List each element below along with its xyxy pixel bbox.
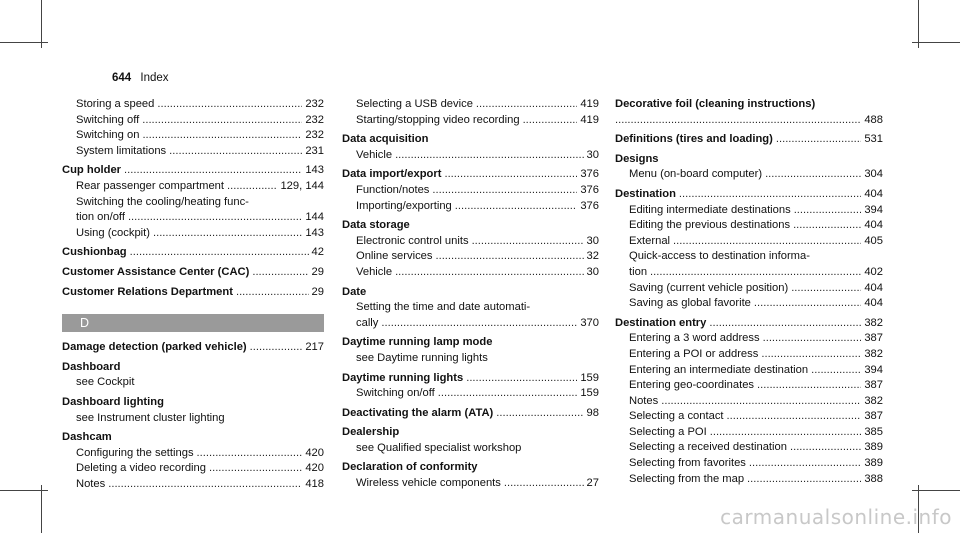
dot-leader	[496, 406, 583, 422]
index-subentry-label: Switching on/off	[356, 387, 435, 400]
page-reference: 29	[311, 265, 324, 278]
page-reference: 420	[305, 446, 324, 459]
index-subentry-text: Switching the cooling/heating func-	[76, 195, 249, 208]
page-reference: 394	[864, 363, 883, 376]
page-reference: 159	[580, 371, 599, 384]
index-entry-label: Data import/export	[342, 168, 442, 181]
page-reference: 98	[586, 406, 599, 419]
index-entry	[62, 340, 324, 356]
dot-leader	[661, 394, 861, 410]
index-subentry	[62, 97, 324, 113]
index-entry-label: Destination entry	[615, 316, 707, 329]
dot-leader	[197, 446, 303, 462]
index-entry	[342, 285, 599, 301]
page-reference: 385	[864, 425, 883, 438]
index-subentry	[615, 363, 883, 379]
dot-leader	[381, 316, 577, 332]
dot-leader	[709, 316, 861, 332]
page-reference: 389	[864, 457, 883, 470]
index-entry	[62, 245, 324, 261]
dot-leader	[252, 265, 308, 281]
index-column-1	[62, 97, 324, 492]
dot-leader	[142, 113, 302, 129]
see-reference: see Instrument cluster lighting	[76, 411, 225, 424]
dot-leader	[673, 234, 861, 250]
page-reference: 27	[586, 477, 599, 490]
index-entry-label: Dashcam	[62, 431, 112, 444]
index-subentry	[342, 234, 599, 250]
index-entry	[615, 97, 883, 113]
page-reference: 32	[586, 250, 599, 263]
index-subentry	[342, 316, 599, 332]
index-entry-label: Damage detection (parked vehicle)	[62, 341, 247, 354]
page-reference: 232	[305, 129, 324, 142]
index-subentry	[62, 461, 324, 477]
index-subentry	[615, 409, 883, 425]
index-entry	[342, 132, 599, 148]
page-reference: 404	[864, 281, 883, 294]
dot-leader	[153, 226, 302, 242]
index-subentry	[62, 179, 324, 195]
dot-leader	[615, 113, 861, 129]
index-entry	[62, 265, 324, 281]
index-subentry-label: Editing the previous destinations	[629, 219, 791, 232]
dot-leader	[811, 363, 861, 379]
index-subentry-label: Selecting a contact	[629, 410, 724, 423]
index-entry-label: Daytime running lamp mode	[342, 336, 493, 349]
index-subentry-label: Selecting from favorites	[629, 457, 746, 470]
dot-leader	[209, 461, 302, 477]
page-reference: 387	[864, 332, 883, 345]
dot-leader	[650, 265, 861, 281]
index-subentry-label: Selecting a USB device	[356, 98, 473, 110]
dot-leader	[793, 218, 861, 234]
dot-leader	[727, 409, 862, 425]
index-entry	[615, 316, 883, 332]
index-subentry	[342, 386, 599, 402]
dot-leader	[435, 249, 583, 265]
dot-leader	[523, 113, 578, 129]
index-subentry	[342, 148, 599, 164]
index-entry	[342, 460, 599, 476]
page-reference: 304	[864, 168, 883, 181]
index-entry-label: Date	[342, 285, 367, 298]
page-reference: 42	[311, 246, 324, 259]
page-reference: 404	[864, 297, 883, 310]
index-entry	[62, 395, 324, 411]
index-subentry	[62, 210, 324, 226]
page-reference: 376	[580, 183, 599, 196]
page-reference: 232	[305, 98, 324, 110]
index-subentry-label: Notes	[76, 477, 106, 490]
crop-mark	[912, 490, 960, 491]
index-subentry-label: Saving as global favorite	[629, 297, 751, 310]
index-subentry-label: Wireless vehicle components	[356, 477, 501, 490]
page-reference: 387	[864, 379, 883, 392]
dot-leader	[765, 167, 861, 183]
index-subentry	[615, 234, 883, 250]
page-reference: 129, 144	[280, 179, 324, 192]
index-entry-label: Declaration of conformity	[342, 461, 478, 474]
index-subentry-text: Setting the time and date automati-	[356, 301, 531, 314]
index-entry-label: Data acquisition	[342, 133, 429, 146]
page-reference: 382	[864, 394, 883, 407]
index-subentry-label: Function/notes	[356, 183, 430, 196]
index-subentry	[342, 97, 599, 113]
dot-leader	[124, 163, 302, 179]
index-entry-label: Deactivating the alarm (ATA)	[342, 406, 494, 419]
index-entry	[342, 425, 599, 441]
index-entry-label: Destination	[615, 187, 676, 200]
crop-mark	[0, 42, 48, 43]
page-reference: 382	[864, 347, 883, 360]
index-subentry-label: cally	[356, 316, 379, 329]
index-subentry-label: tion	[629, 265, 648, 278]
dot-leader	[790, 440, 861, 456]
index-subentry-label: Switching off	[76, 113, 140, 126]
dot-leader	[472, 234, 584, 250]
index-subentry-label: Selecting a received destination	[629, 441, 787, 454]
index-subentry	[342, 249, 599, 265]
index-subentry	[615, 296, 883, 312]
page-reference: 420	[305, 462, 324, 475]
index-entry	[342, 218, 599, 234]
crop-mark	[0, 490, 48, 491]
index-entry-label: Dashboard	[62, 360, 121, 373]
index-subentry	[342, 113, 599, 129]
crop-mark	[41, 0, 42, 48]
dot-leader	[130, 245, 309, 261]
index-entry-label: Cushionbag	[62, 246, 127, 259]
dot-leader	[710, 425, 862, 441]
page-reference: 376	[580, 168, 599, 181]
dot-leader	[679, 187, 861, 203]
index-subentry	[615, 167, 883, 183]
index-subentry	[62, 446, 324, 462]
index-subentry-label: Rear passenger compartment	[76, 179, 224, 192]
index-entry	[342, 335, 599, 351]
index-subentry	[342, 199, 599, 215]
page-reference: 404	[864, 219, 883, 232]
index-subentry-label: Configuring the settings	[76, 446, 194, 459]
section-title: Index	[140, 72, 169, 84]
dot-leader	[395, 265, 583, 281]
dot-leader	[157, 97, 302, 113]
index-subentry-label: Editing intermediate destinations	[629, 203, 791, 216]
page-reference: 143	[305, 164, 324, 177]
index-entry	[615, 152, 883, 168]
page-reference: 419	[580, 98, 599, 110]
dot-leader	[747, 472, 861, 488]
page-reference: 30	[586, 265, 599, 278]
watermark: carmanualsonline.info	[720, 505, 952, 529]
index-entry-label: Cup holder	[62, 164, 122, 177]
index-entry-label: Customer Relations Department	[62, 285, 233, 298]
page-reference: 387	[864, 410, 883, 423]
page-reference: 30	[586, 148, 599, 161]
index-subentry	[615, 347, 883, 363]
index-entry	[342, 406, 599, 422]
index-subentry	[615, 440, 883, 456]
index-entry-label: Definitions (tires and loading)	[615, 133, 773, 146]
index-subentry-label: Online services	[356, 250, 433, 263]
index-entry-label: Customer Assistance Center (CAC)	[62, 265, 250, 278]
dot-leader	[227, 179, 277, 195]
index-subentry	[342, 265, 599, 281]
index-subentry	[615, 378, 883, 394]
index-subentry	[615, 456, 883, 472]
index-subentry	[62, 144, 324, 160]
index-entry	[342, 371, 599, 387]
index-subentry-label: Deleting a video recording	[76, 462, 206, 475]
dot-leader	[476, 97, 577, 113]
index-entry-label: Designs	[615, 152, 659, 165]
page-reference: 217	[305, 341, 324, 354]
index-subentry-label: Electronic control units	[356, 234, 469, 247]
index-column-2	[342, 97, 599, 492]
index-entry	[62, 360, 324, 376]
index-entry-label: Data storage	[342, 219, 410, 232]
dot-leader	[169, 144, 302, 160]
page-reference: 370	[580, 316, 599, 329]
see-reference: see Qualified specialist workshop	[356, 441, 522, 454]
index-entry	[615, 187, 883, 203]
crop-mark	[918, 0, 919, 48]
dot-leader	[754, 296, 861, 312]
crop-mark	[912, 42, 960, 43]
page-reference: 144	[305, 211, 324, 224]
index-subentry	[615, 425, 883, 441]
index-subentry	[62, 477, 324, 493]
dot-leader	[504, 476, 584, 492]
dot-leader	[142, 128, 302, 144]
dot-leader	[250, 340, 303, 356]
dot-leader	[236, 285, 309, 301]
index-entry-label: Daytime running lights	[342, 371, 464, 384]
page-reference: 376	[580, 199, 599, 212]
index-subentry	[62, 128, 324, 144]
index-subentry	[62, 113, 324, 129]
index-entry	[62, 163, 324, 179]
index-entry	[342, 167, 599, 183]
index-subentry	[615, 218, 883, 234]
dot-leader	[455, 199, 578, 215]
index-subentry-text: Quick-access to destination informa-	[629, 250, 810, 263]
dot-leader	[432, 183, 577, 199]
index-entry	[62, 285, 324, 301]
page-reference: 159	[580, 387, 599, 400]
index-column-3	[615, 97, 883, 487]
dot-leader	[776, 132, 861, 148]
page-reference: 404	[864, 187, 883, 200]
index-subentry-label: Notes	[629, 394, 659, 407]
see-reference: see Cockpit	[76, 376, 135, 389]
index-subentry-label: External	[629, 234, 671, 247]
index-entry-label: Dashboard lighting	[62, 395, 164, 408]
page-reference: 402	[864, 265, 883, 278]
page-reference: 382	[864, 316, 883, 329]
page-reference: 231	[305, 144, 324, 157]
crop-mark	[41, 485, 42, 533]
page-number: 644	[112, 72, 132, 84]
index-subentry	[615, 281, 883, 297]
dot-leader	[763, 331, 862, 347]
index-entry	[615, 132, 883, 148]
index-subentry-label: Storing a speed	[76, 98, 155, 110]
dot-leader	[466, 371, 577, 387]
index-subentry	[615, 203, 883, 219]
page-header	[112, 72, 169, 84]
index-subentry-label: Entering a 3 word address	[629, 332, 760, 345]
page-reference: 30	[586, 234, 599, 247]
index-entry	[62, 430, 324, 446]
page-reference: 531	[864, 133, 883, 146]
dot-leader	[791, 281, 861, 297]
index-subentry-label: System limitations	[76, 144, 167, 157]
letter-heading: D	[62, 314, 324, 332]
index-subentry	[342, 183, 599, 199]
index-subentry-label: Entering geo-coordinates	[629, 379, 755, 392]
dot-leader	[757, 378, 861, 394]
index-subentry	[615, 331, 883, 347]
dot-leader	[395, 148, 583, 164]
index-subentry-label: Vehicle	[356, 265, 393, 278]
dot-leader	[794, 203, 862, 219]
page-reference: 29	[311, 285, 324, 298]
index-subentry	[342, 476, 599, 492]
index-subentry	[62, 226, 324, 242]
index-subentry	[615, 472, 883, 488]
dot-leader	[108, 477, 302, 493]
page-reference: 405	[864, 234, 883, 247]
see-reference: see Daytime running lights	[356, 351, 488, 364]
index-entry-label: Dealership	[342, 426, 400, 439]
page-reference: 389	[864, 441, 883, 454]
page-reference: 388	[864, 472, 883, 485]
index-subentry-label: Switching on	[76, 129, 140, 142]
index-subentry-label: Entering a POI or address	[629, 347, 759, 360]
index-subentry-label: Vehicle	[356, 148, 393, 161]
dot-leader	[128, 210, 302, 226]
index-entry-label: Decorative foil (cleaning instructions)	[615, 98, 816, 110]
index-subentry-label: Menu (on-board computer)	[629, 168, 763, 181]
index-subentry-label: Selecting a POI	[629, 425, 707, 438]
page-reference: 394	[864, 203, 883, 216]
index-subentry-label: Entering an intermediate destination	[629, 363, 809, 376]
index-subentry	[612, 113, 883, 129]
index-subentry-label: Selecting from the map	[629, 472, 745, 485]
index-subentry	[615, 394, 883, 410]
page-reference: 232	[305, 113, 324, 126]
page-reference: 488	[864, 113, 883, 126]
dot-leader	[761, 347, 861, 363]
dot-leader	[444, 167, 577, 183]
index-subentry-label: Importing/exporting	[356, 199, 452, 212]
dot-leader	[438, 386, 578, 402]
index-subentry-label: Saving (current vehicle position)	[629, 281, 789, 294]
index-subentry-label: Starting/stopping video recording	[356, 113, 520, 126]
index-subentry-label: Using (cockpit)	[76, 226, 150, 239]
page-reference: 419	[580, 113, 599, 126]
dot-leader	[749, 456, 861, 472]
page-reference: 418	[305, 477, 324, 490]
index-subentry-label: tion on/off	[76, 211, 125, 224]
index-subentry	[615, 265, 883, 281]
page-reference: 143	[305, 226, 324, 239]
